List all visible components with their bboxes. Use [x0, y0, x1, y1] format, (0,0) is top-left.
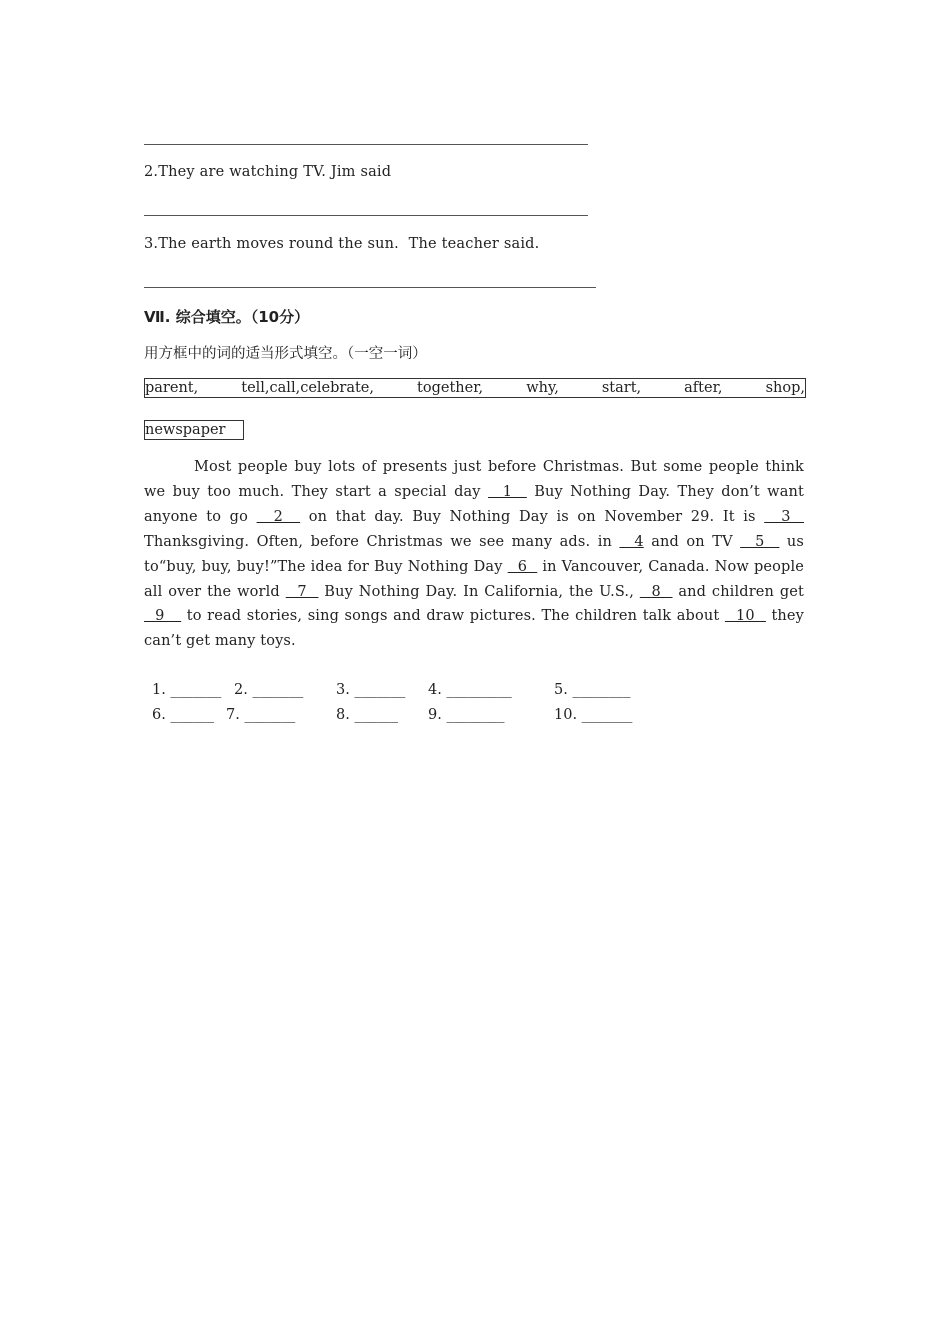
passage [144, 455, 804, 654]
passage-text: on that day. Buy Nothing Day is on November 29. It is [300, 508, 765, 525]
blank-1: 1 [488, 483, 527, 500]
word-box-item: together, [417, 380, 484, 396]
answer-slot-2[interactable]: 2. _______ [234, 682, 304, 698]
word-box-continued: newspaper [144, 420, 244, 440]
blank-7: 7 [285, 583, 319, 600]
blank-10: 10 [724, 608, 766, 625]
answer-slot-8[interactable]: 8. ______ [336, 707, 398, 723]
answer-slot-10[interactable]: 10. _______ [554, 707, 633, 723]
word-box-item: start, [601, 380, 642, 396]
word-box-item: why, [526, 380, 559, 396]
passage-text: they can’t get many toys. [144, 608, 804, 650]
passage-text: Buy Nothing Day. In California, the U.S., [318, 583, 640, 600]
blank-3: 3 [764, 508, 804, 525]
blank-5: 5 [740, 533, 780, 550]
section-heading: Ⅶ. 综合填空。（10分） [144, 308, 310, 326]
passage-text: and on TV [643, 533, 741, 550]
word-box-item: tell,call,celebrate, [241, 380, 374, 396]
answer-line-1[interactable] [144, 144, 588, 145]
passage-text: Most people buy lots of presents just before Christmas. But some people think we buy too much. They start a special day [144, 459, 804, 500]
word-box-item: parent, [145, 380, 199, 396]
blank-6: 6 [507, 558, 538, 575]
answer-slot-5[interactable]: 5. ________ [554, 682, 631, 698]
answer-line-2[interactable] [144, 215, 588, 216]
word-box-item: shop, [765, 380, 805, 396]
answer-slot-4[interactable]: 4. _________ [428, 682, 512, 698]
rewrite-item-3: 3.The earth moves round the sun. The teacher said. [144, 236, 540, 252]
answer-line-3[interactable] [144, 287, 596, 288]
answer-slot-7[interactable]: 7. _______ [226, 707, 296, 723]
answer-slot-3[interactable]: 3. _______ [336, 682, 406, 698]
passage-text: Buy Nothing Day. They don’t want anyone to go [144, 483, 804, 525]
passage-text: Thanksgiving. Often, before Christmas we see many ads. in [144, 533, 620, 550]
blank-8: 8 [639, 583, 673, 600]
passage-text: us to“buy, buy, buy!”The idea for Buy Nothing Day [144, 533, 804, 575]
passage-text: and children get [672, 583, 804, 600]
passage-text: to read stories, sing songs and draw pictures. The children talk about [181, 608, 725, 625]
passage-text: in Vancouver, Canada. Now people all over the world [144, 558, 804, 600]
blank-4: 4 [619, 533, 644, 550]
answer-slot-6[interactable]: 6. ______ [152, 707, 214, 723]
word-box [144, 378, 806, 398]
blank-9: 9 [144, 608, 182, 625]
section-instruction: 用方框中的词的适当形式填空。（一空一词） [144, 346, 427, 362]
answer-slot-9[interactable]: 9. ________ [428, 707, 505, 723]
answer-slot-1[interactable]: 1. _______ [152, 682, 222, 698]
blank-2: 2 [256, 508, 301, 525]
word-box-item: after, [684, 380, 723, 396]
rewrite-item-2: 2.They are watching TV. Jim said [144, 164, 392, 180]
